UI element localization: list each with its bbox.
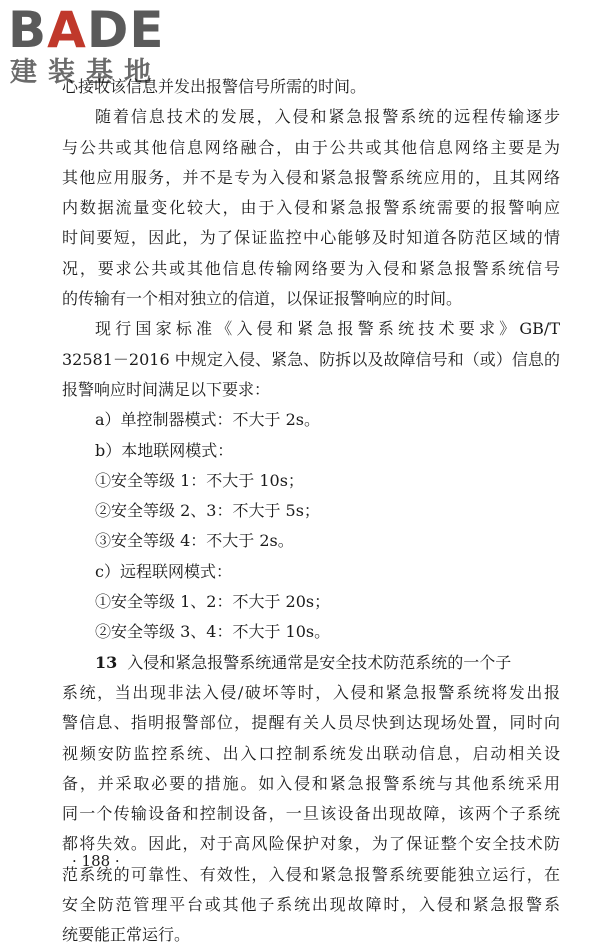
paragraph-line: 内数据流量变化较大，由于入侵和紧急报警系统需要的报警响应: [62, 198, 560, 218]
paragraph-line: 报警响应时间满足以下要求：: [62, 379, 271, 399]
paragraph-line: 视频安防监控系统、出入口控制系统发出联动信息，启动相关设: [62, 743, 560, 763]
paragraph-line: 备，并采取必要的措施。如入侵和紧急报警系统与其他系统采用: [62, 773, 560, 793]
document-body: [62, 72, 560, 951]
paragraph-line: 范系统的可靠性、有效性，入侵和紧急报警系统要能独立运行，在: [62, 864, 560, 884]
paragraph-line: 同一个传输设备和控制设备，一旦该设备出现故障，该两个子系统: [62, 804, 560, 824]
list-item: ①安全等级 1：不大于 10s；: [95, 470, 304, 490]
page-number: · 188 ·: [72, 852, 120, 870]
paragraph-line: 与公共或其他信息网络融合，由于公共或其他信息网络主要是为: [62, 137, 560, 157]
paragraph-line: 警信息、指明报警部位，提醒有关人员尽快到达现场处置，同时向: [62, 713, 560, 733]
paragraph-line: 系统，当出现非法入侵/破坏等时，入侵和紧急报警系统将发出报: [62, 682, 560, 702]
list-item: c）远程联网模式：: [95, 561, 232, 581]
list-item: a）单控制器模式：不大于 2s。: [95, 410, 321, 430]
list-item: ②安全等级 2、3：不大于 5s；: [95, 501, 320, 521]
paragraph-line: 其他应用服务，并不是专为入侵和紧急报警系统应用的，且其网络: [62, 167, 560, 187]
section-13-first-line: 13 入侵和紧急报警系统通常是安全技术防范系统的一个子: [95, 652, 512, 672]
list-item: ③安全等级 4：不大于 2s。: [95, 531, 294, 551]
list-item: ②安全等级 3、4：不大于 10s。: [95, 622, 331, 642]
paragraph-line: 统要能正常运行。: [62, 925, 191, 945]
paragraph-line: 随着信息技术的发展，入侵和紧急报警系统的远程传输逐步: [95, 107, 560, 127]
paragraph-line: 都将失效。因此，对于高风险保护对象，为了保证整个安全技术防: [62, 834, 560, 854]
section-number: 13: [95, 652, 118, 672]
logo-subtitle: 建装基地: [10, 57, 162, 88]
paragraph-line: 32581－2016 中规定入侵、紧急、防拆以及故障信号和（或）信息的: [62, 349, 560, 369]
list-item: ①安全等级 1、2：不大于 20s；: [95, 592, 331, 612]
paragraph-line: 况，要求公共或其他信息传输网络要为入侵和紧急报警系统信号: [62, 258, 560, 278]
paragraph-line: 现行国家标准《入侵和紧急报警系统技术要求》GB/T: [95, 319, 560, 339]
paragraph-line: 安全防范管理平台或其他子系统出现故障时，入侵和紧急报警系: [62, 895, 560, 915]
list-item: b）本地联网模式：: [95, 440, 234, 460]
paragraph-line: 的传输有一个相对独立的信道，以保证报警响应的时间。: [62, 289, 463, 309]
logo-wordmark: BADE: [8, 1, 165, 59]
paragraph-line: 时间要短，因此，为了保证监控中心能够及时知道各防范区域的情: [62, 228, 560, 248]
text-line: 心接收该信息并发出报警信号所需的时间。: [62, 77, 367, 96]
